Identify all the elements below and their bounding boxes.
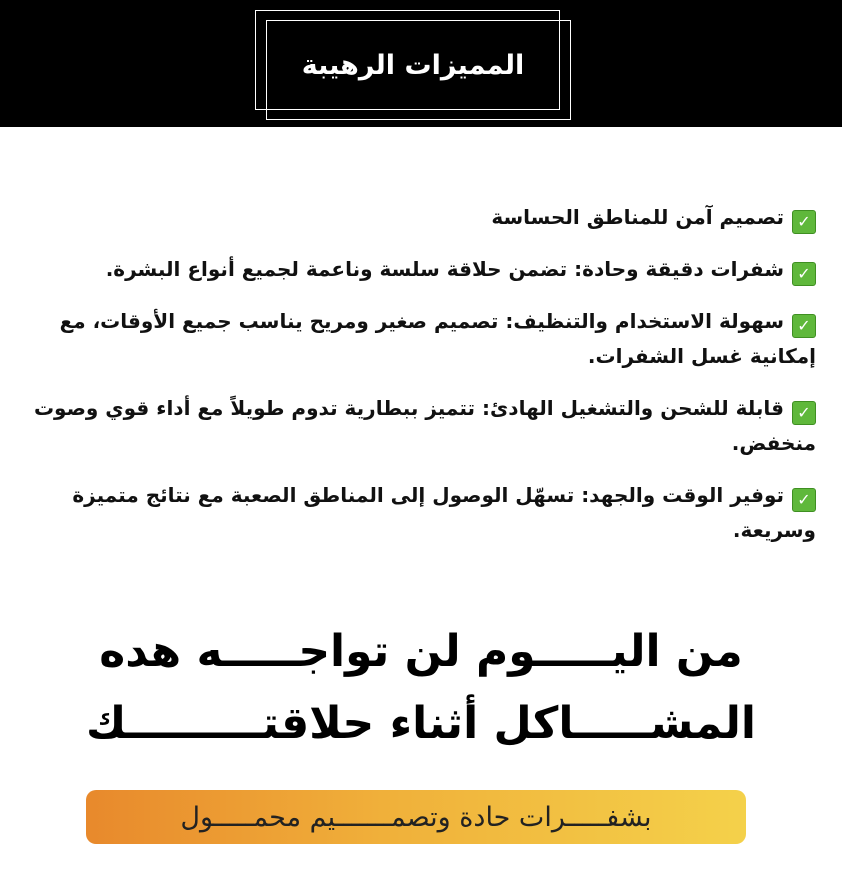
feature-text: توفير الوقت والجهد: تسهّل الوصول إلى المناطق الصعبة مع نتائج متميزة وسريعة. bbox=[72, 483, 816, 542]
check-box-icon: ✓ bbox=[792, 488, 816, 512]
check-box-icon: ✓ bbox=[792, 210, 816, 234]
feature-item bbox=[16, 200, 816, 235]
check-box-icon: ✓ bbox=[792, 262, 816, 286]
section-title: المميزات الرهيبة bbox=[301, 49, 525, 81]
features-list bbox=[16, 200, 816, 565]
feature-text: تصميم آمن للمناطق الحساسة bbox=[491, 205, 784, 229]
feature-item bbox=[16, 391, 816, 461]
feature-text: سهولة الاستخدام والتنظيف: تصميم صغير ومريح يناسب جميع الأوقات، مع إمكانية غسل الشفرات. bbox=[59, 309, 816, 368]
headline-line-2: المشـــــاكل أثناء حلاقتـــــــــك bbox=[86, 698, 756, 749]
check-box-icon: ✓ bbox=[792, 314, 816, 338]
feature-item bbox=[16, 252, 816, 287]
feature-item bbox=[16, 478, 816, 548]
headline-line-1: من اليـــــوم لن تواجـــــه هده bbox=[99, 626, 743, 677]
tagline-text: بشفـــــرات حادة وتصمـــــــيم محمـــــول bbox=[180, 801, 652, 833]
feature-text: شفرات دقيقة وحادة: تضمن حلاقة سلسة وناعمة لجميع أنواع البشرة. bbox=[105, 257, 784, 281]
promo-headline bbox=[0, 616, 842, 760]
feature-item bbox=[16, 304, 816, 374]
tagline-banner bbox=[86, 790, 746, 844]
feature-text: قابلة للشحن والتشغيل الهادئ: تتميز ببطارية تدوم طويلاً مع أداء قوي وصوت منخفض. bbox=[33, 396, 816, 455]
check-box-icon: ✓ bbox=[792, 401, 816, 425]
